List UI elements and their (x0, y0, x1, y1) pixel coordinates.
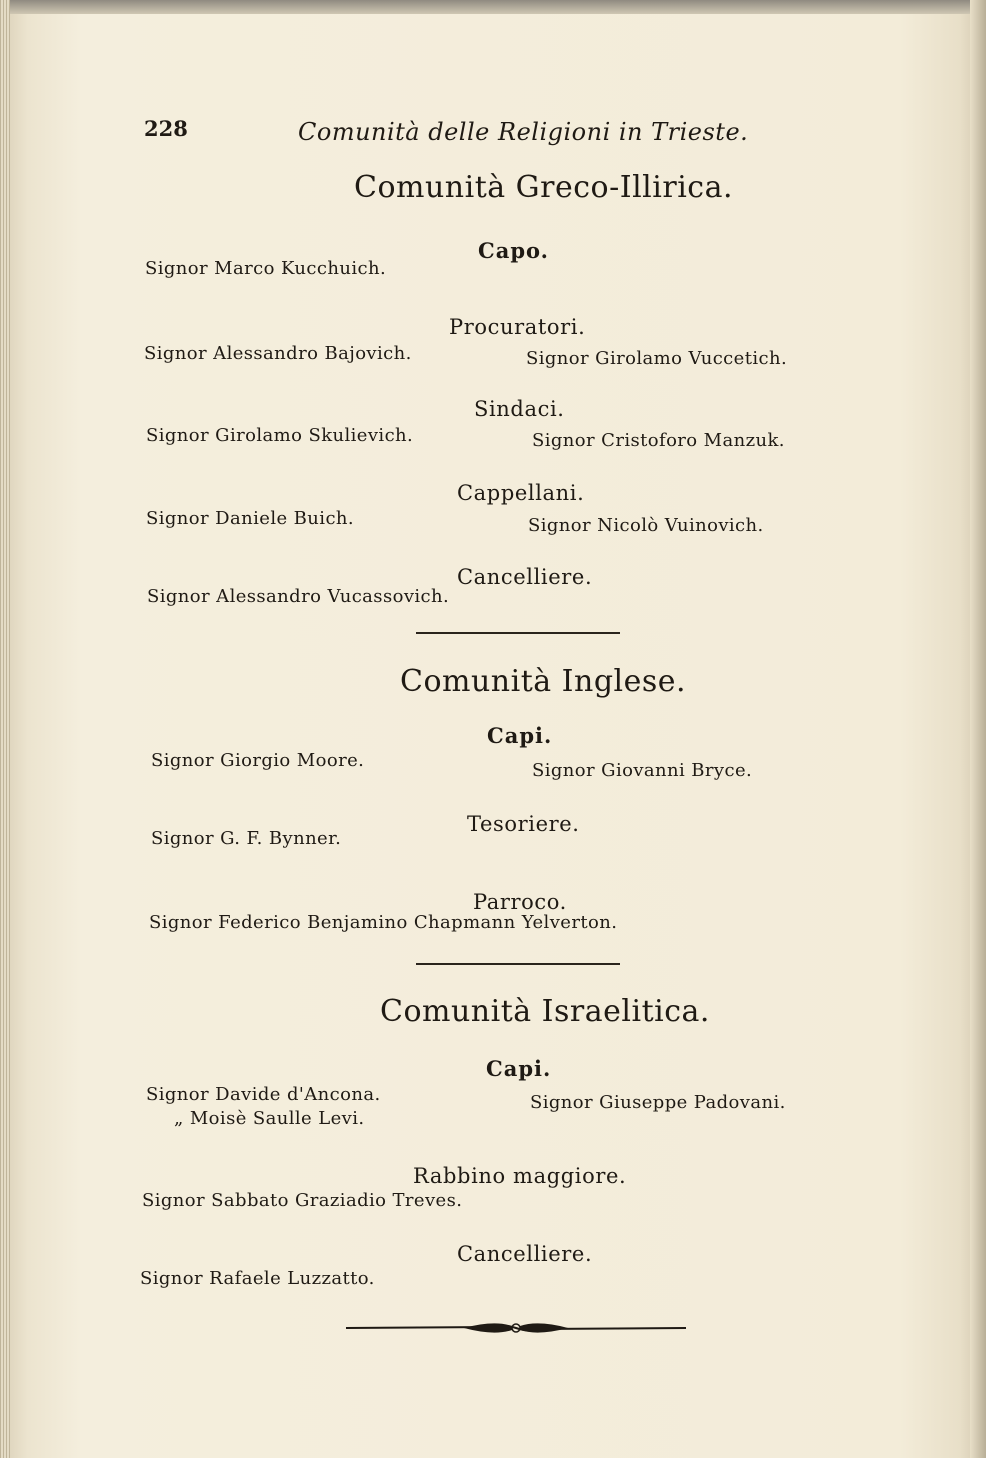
section-divider-1 (416, 632, 620, 634)
inglese-tesoriere-heading: Tesoriere. (467, 812, 580, 836)
page-right-edge (970, 0, 986, 1458)
section-divider-2 (416, 963, 620, 965)
inglese-tesoriere-member: Signor G. F. Bynner. (151, 828, 342, 849)
greco-procuratori-heading: Procuratori. (449, 315, 586, 339)
inglese-parroco-member: Signor Federico Benjamino Chapmann Yelverton. (149, 912, 618, 933)
ornamental-end-rule (344, 1316, 688, 1340)
page-number: 228 (144, 116, 188, 141)
greco-title: Comunità Greco-Illirica. (354, 170, 734, 205)
israelitica-cancelliere-heading: Cancelliere. (457, 1242, 593, 1266)
greco-cancelliere-heading: Cancelliere. (457, 565, 593, 589)
inglese-capi-left: Signor Giorgio Moore. (151, 750, 365, 771)
inglese-capi-heading: Capi. (487, 723, 553, 748)
page-left-edge (0, 0, 10, 1458)
inglese-title: Comunità Inglese. (400, 664, 687, 699)
greco-cancelliere-member: Signor Alessandro Vucassovich. (147, 586, 450, 607)
israelitica-capi-left-2: „ Moisè Saulle Levi. (174, 1108, 365, 1129)
greco-procuratori-left: Signor Alessandro Bajovich. (144, 343, 412, 364)
greco-sindaci-heading: Sindaci. (474, 397, 565, 421)
israelitica-cancelliere-member: Signor Rafaele Luzzatto. (140, 1268, 375, 1289)
israelitica-rabbino-heading: Rabbino maggiore. (413, 1164, 627, 1188)
greco-cappellani-left: Signor Daniele Buich. (146, 508, 355, 529)
greco-procuratori-right: Signor Girolamo Vuccetich. (526, 348, 788, 369)
greco-sindaci-right: Signor Cristoforo Manzuk. (532, 430, 785, 451)
israelitica-capi-right: Signor Giuseppe Padovani. (530, 1092, 786, 1113)
greco-cappellani-right: Signor Nicolò Vuinovich. (528, 515, 764, 536)
greco-capo-member: Signor Marco Kucchuich. (145, 258, 387, 279)
inglese-parroco-heading: Parroco. (473, 890, 567, 914)
running-title: Comunità delle Religioni in Trieste. (298, 118, 749, 146)
page-top-edge (0, 0, 986, 14)
greco-cappellani-heading: Cappellani. (457, 481, 585, 505)
israelitica-capi-left-1: Signor Davide d'Ancona. (146, 1084, 381, 1105)
israelitica-rabbino-member: Signor Sabbato Graziadio Treves. (142, 1190, 463, 1211)
greco-sindaci-left: Signor Girolamo Skulievich. (146, 425, 414, 446)
inglese-capi-right: Signor Giovanni Bryce. (532, 760, 753, 781)
israelitica-title: Comunità Israelitica. (380, 994, 710, 1029)
israelitica-capi-heading: Capi. (486, 1056, 552, 1081)
greco-capo-heading: Capo. (478, 238, 549, 263)
